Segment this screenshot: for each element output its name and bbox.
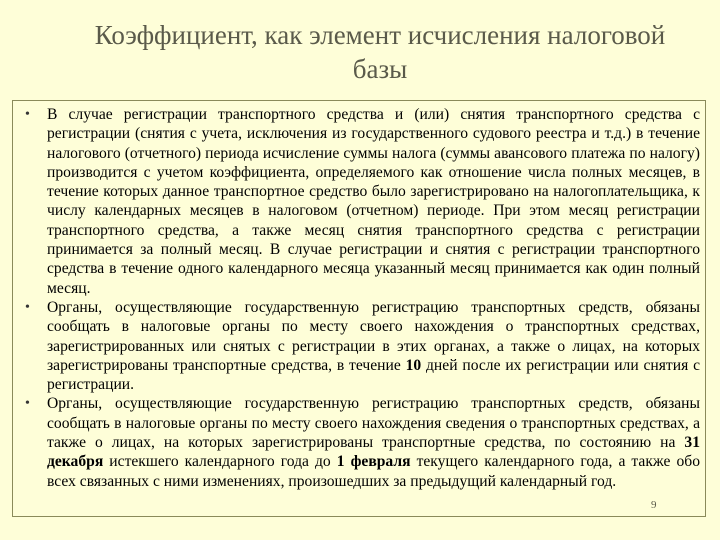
bullet-list [12, 105, 704, 491]
bullet-text-part: истекшего календарного года до [103, 453, 337, 471]
slide-title-line-2: базы [352, 54, 408, 84]
slide-title [20, 18, 720, 86]
bullet-text-part: текущего календарного года, а также обо всех связанных с ними изменениях, произошедших за предыдущий календарный год. [47, 453, 700, 490]
bullet-text-part: Органы, осуществляющие государственную регистрацию транспортных средств, обязаны сообщать в налоговые органы по месту своего нахождения о транспортных средствах, зарегистрированных или снятых с регистрации в этих органах, а также о лицах, на которых зарегистрированы транспортные средства, в течение [47, 298, 700, 374]
bold-days: 10 [405, 356, 422, 374]
bullet-item-registration-reporting [12, 298, 704, 394]
bold-date-december: 31 декабря [47, 434, 700, 471]
page-number: 9 [651, 499, 657, 511]
bullet-text: В случае регистрации транспортного средства и (или) снятия транспортного средства с регистрации (снятия с учета, исключения из государственного судового реестра и т.д.) в течение налогового (отчетного) периода исчисление суммы налога (суммы авансового платежа по налогу) производится с учетом коэффициента, определяемого как отношение числа полных месяцев, в течение которых данное транспортное средство было зарегистрировано на налогоплательщика, к числу календарных месяцев в налоговом (отчетном) периоде. При этом месяц регистрации транспортного средства, а также месяц снятия транспортного средства с регистрации принимается за полный месяц. В случае регистрации и снятия с регистрации транспортного средства в течение одного календарного месяца указанный месяц принимается как один полный месяц. [47, 106, 700, 297]
bullet-item-vehicle-registration [12, 105, 704, 298]
bold-date-february: 1 февраля [336, 453, 411, 471]
slide-title-line-1: Коэффициент, как элемент исчисления налоговой [94, 20, 666, 50]
bullet-dot-icon: • [25, 396, 30, 412]
bullet-text-part: Органы, осуществляющие государственную регистрацию транспортных средств, обязаны сообщать в налоговые органы по месту своего нахождения сведения о транспортных средствах, а также о лицах, на которых зарегистрированы транспортные средства, по состоянию на [47, 395, 700, 452]
bullet-text-part: дней после их регистрации или снятия с регистрации. [47, 356, 700, 394]
bullet-dot-icon: • [25, 107, 30, 122]
bullet-item-annual-reporting [12, 394, 704, 490]
bullet-dot-icon: • [25, 299, 30, 315]
